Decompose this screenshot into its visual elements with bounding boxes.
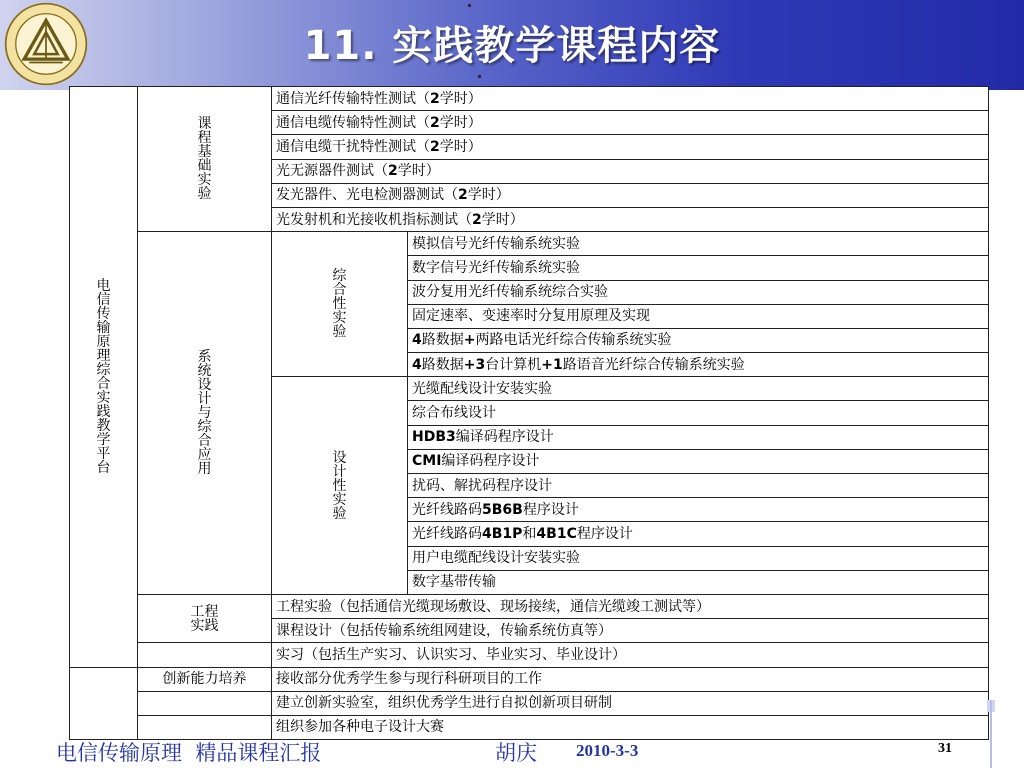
item-text: 路数据 [421, 356, 464, 373]
system-design-label-char: 统 [197, 363, 212, 380]
basic-experiment-item [272, 111, 989, 135]
item-text: 固定速率、变速率时分复用原理及实现 [412, 308, 650, 325]
basic-experiment-item [272, 207, 989, 231]
blank-cell [138, 715, 272, 739]
platform-label-char: 传 [96, 305, 111, 322]
innovation-item: 接收部分优秀学生参与现行科研项目的工作 [272, 667, 989, 691]
basic-experiments-label [138, 87, 272, 232]
comprehensive-item [408, 304, 989, 328]
item-text: 路语音光纤综合传输系统实验 [562, 356, 745, 373]
basic-experiment-item [272, 135, 989, 159]
design-label-char: 设 [332, 449, 347, 466]
item-text: 通信光纤传输特性测试（ [276, 90, 430, 107]
item-text: 数字基带传输 [412, 574, 496, 591]
footer-date: 2010-3-3 [576, 741, 639, 760]
item-text: HDB3 [412, 429, 456, 446]
platform-label-char: 学 [96, 431, 111, 448]
table-row [70, 87, 989, 111]
design-item [408, 425, 989, 449]
design-item [408, 401, 989, 425]
platform-label-char: 教 [96, 417, 111, 434]
item-text: +1 [541, 356, 563, 373]
footer-course [56, 737, 321, 767]
system-design-label [138, 232, 272, 595]
platform-label-char: 输 [96, 319, 111, 336]
item-text: 通信电缆干扰特性测试（ [276, 138, 430, 155]
comprehensive-label-char: 综 [332, 268, 347, 285]
item-text: 学时） [439, 90, 482, 107]
comprehensive-item [408, 256, 989, 280]
table-row [70, 691, 989, 715]
item-text: 两路电话光纤综合传输系统实验 [475, 332, 672, 349]
item-text: 学时） [439, 114, 482, 131]
item-text: 光无源器件测试（ [276, 163, 388, 180]
comprehensive-label-char: 实 [332, 310, 347, 327]
platform-label-char: 平 [96, 445, 111, 462]
item-text: 编译码程序设计 [455, 429, 554, 446]
item-text: 综合布线设计 [412, 405, 496, 422]
design-item [408, 449, 989, 473]
system-design-label-char: 设 [197, 377, 212, 394]
table-row [70, 232, 989, 256]
comprehensive-label-char: 合 [332, 282, 347, 299]
item-text: 4 [412, 356, 422, 373]
item-text: 光纤线路码 [412, 501, 482, 518]
platform-label-char: 台 [96, 459, 111, 476]
platform-label-char: 践 [96, 403, 111, 420]
item-text: 2 [458, 187, 468, 204]
table-row [70, 667, 989, 691]
table-row [70, 715, 989, 739]
engineering-label [138, 594, 272, 642]
design-label [272, 377, 408, 595]
system-design-label-char: 应 [197, 447, 212, 464]
comprehensive-item [408, 232, 989, 256]
footer [0, 737, 1024, 765]
platform-label [70, 87, 138, 668]
platform-label-char: 综 [96, 361, 111, 378]
system-design-label-char: 计 [197, 391, 212, 408]
system-design-label-char: 系 [197, 349, 212, 366]
item-text: 学时） [397, 163, 440, 180]
item-text: +3 [463, 356, 486, 373]
item-text: 扰码、解扰码程序设计 [412, 477, 552, 494]
decor-dot [478, 75, 481, 78]
basic-experiments-label-char: 基 [197, 144, 212, 161]
innovation-label: 创新能力培养 [138, 667, 272, 691]
design-label-char: 验 [332, 505, 347, 522]
blank-cell [138, 691, 272, 715]
platform-label-char: 电 [96, 277, 111, 294]
engineering-label-line: 实践 [190, 617, 219, 634]
comprehensive-item [408, 328, 989, 352]
item-text: 通信电缆传输特性测试（ [276, 114, 430, 131]
comprehensive-label-char: 性 [332, 296, 347, 313]
item-text: 数字信号光纤传输系统实验 [412, 259, 580, 276]
curriculum-table [69, 86, 989, 740]
engineering-item: 工程实验（包括通信光缆现场敷设、现场接续，通信光缆竣工测试等） [272, 594, 989, 618]
design-item [408, 474, 989, 498]
item-text: 台计算机 [485, 356, 542, 373]
basic-experiments-label-char: 础 [197, 158, 212, 175]
table-row [70, 643, 989, 667]
comprehensive-item [408, 280, 989, 304]
item-text: 5B6B [482, 501, 523, 518]
design-item [408, 522, 989, 546]
footer-course-name: 电信传输原理 [56, 741, 182, 765]
engineering-item: 课程设计（包括传输系统组网建设，传输系统仿真等） [272, 619, 989, 643]
footer-presenter: 胡庆 [495, 741, 537, 765]
design-item [408, 498, 989, 522]
platform-label-char: 原 [96, 333, 111, 350]
platform-label-char: 信 [96, 291, 111, 308]
basic-experiments-label-char: 验 [197, 186, 212, 203]
item-text: CMI [412, 453, 442, 470]
decor-dot [468, 4, 471, 7]
basic-experiments-label-char: 实 [197, 172, 212, 189]
item-text: 2 [430, 90, 440, 107]
blank-cell [70, 667, 138, 740]
system-design-label-char: 综 [197, 419, 212, 436]
title-banner [0, 0, 1024, 90]
comprehensive-label [272, 232, 408, 377]
design-label-char: 性 [332, 477, 347, 494]
item-text: 光纤线路码 [412, 525, 482, 542]
basic-experiment-item [272, 183, 989, 207]
item-text: 学时） [467, 187, 510, 204]
item-text: 路数据 [421, 332, 464, 349]
engineering-item: 实习（包括生产实习、认识实习、毕业实习、毕业设计） [272, 643, 989, 667]
item-text: 学时） [439, 138, 482, 155]
item-text: + [463, 332, 476, 349]
item-text: 程序设计 [522, 501, 579, 518]
blank-cell [138, 643, 272, 667]
system-design-label-char: 合 [197, 433, 212, 450]
platform-label-char: 合 [96, 375, 111, 392]
system-design-label-char: 与 [197, 405, 212, 422]
innovation-item: 建立创新实验室，组织优秀学生进行自拟创新项目研制 [272, 691, 989, 715]
footer-report: 精品课程汇报 [195, 741, 322, 765]
item-text: 2 [430, 138, 440, 155]
platform-label-char: 理 [96, 347, 111, 364]
item-text: 2 [388, 163, 398, 180]
engineering-label-line: 工程 [190, 603, 219, 620]
item-text: 和 [522, 525, 537, 542]
item-text: 发光器件、光电检测器测试（ [276, 187, 458, 204]
basic-experiments-label-char: 程 [197, 130, 212, 147]
basic-experiments-label-char: 课 [197, 116, 212, 133]
comprehensive-label-char: 验 [332, 324, 347, 341]
basic-experiment-item [272, 87, 989, 111]
design-item [408, 377, 989, 401]
design-item [408, 570, 989, 594]
design-label-char: 计 [332, 463, 347, 480]
item-text: 光缆配线设计安装实验 [412, 380, 552, 397]
item-text: 4B1P [482, 525, 523, 542]
item-text: 2 [472, 211, 482, 228]
page-number: 31 [938, 741, 952, 756]
item-text: 用户电缆配线设计安装实验 [412, 550, 580, 567]
item-text: 2 [430, 114, 440, 131]
design-item [408, 546, 989, 570]
comprehensive-item [408, 353, 989, 377]
design-label-char: 实 [332, 491, 347, 508]
item-text: 4B1C [536, 525, 577, 542]
item-text: 模拟信号光纤传输系统实验 [412, 235, 580, 252]
item-text: 学时） [481, 211, 524, 228]
platform-label-char: 实 [96, 389, 111, 406]
slide-title: 11. 实践教学课程内容 [303, 23, 721, 69]
system-design-label-char: 用 [197, 461, 212, 478]
table-row [70, 594, 989, 618]
item-text: 光发射机和光接收机指标测试（ [276, 211, 472, 228]
item-text: 波分复用光纤传输系统综合实验 [412, 284, 608, 301]
innovation-item: 组织参加各种电子设计大赛 [272, 715, 989, 739]
basic-experiment-item [272, 159, 989, 183]
item-text: 编译码程序设计 [441, 453, 540, 470]
item-text: 程序设计 [576, 525, 633, 542]
item-text: 4 [412, 332, 422, 349]
